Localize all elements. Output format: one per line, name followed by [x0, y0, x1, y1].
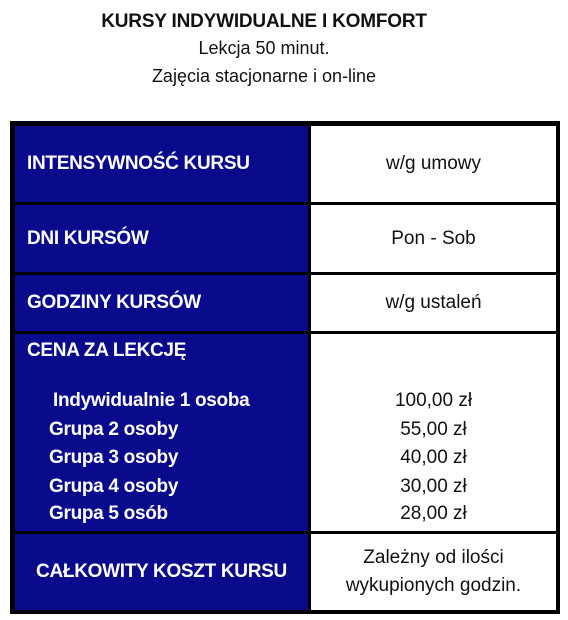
group-price-3: 40,00 zł	[400, 447, 467, 468]
group-name-1: Indywidualnie 1 osoba	[53, 390, 250, 411]
days-value	[311, 205, 556, 272]
group-name-4: Grupa 4 osoby	[49, 476, 179, 497]
group-price-5: 28,00 zł	[400, 503, 467, 524]
intensity-value	[311, 126, 556, 202]
days-label	[15, 205, 308, 272]
total-cost-label-text: CAŁKOWITY KOSZT KURSU	[36, 561, 287, 582]
total-cost-value	[311, 534, 556, 610]
class-mode: Zajęcia stacjonarne i on-line	[151, 66, 377, 86]
group-price-1: 100,00 zł	[394, 390, 473, 411]
price-title: CENA ZA LEKCJĘ	[27, 340, 187, 361]
days-label-text: DNI KURSÓW	[27, 227, 149, 249]
hours-label	[15, 275, 308, 331]
group-name-5: Grupa 5 osób	[49, 503, 168, 524]
intensity-label-text: INTENSYWNOŚĆ KURSU	[27, 153, 250, 174]
price-label-cell	[15, 334, 308, 531]
intensity-label	[15, 126, 308, 202]
total-cost-line-2: wykupionych godzin.	[345, 575, 522, 596]
total-cost-label	[15, 534, 308, 610]
course-info-table	[10, 121, 560, 614]
group-price-2: 55,00 zł	[400, 419, 467, 440]
group-name-2: Grupa 2 osoby	[49, 419, 179, 440]
hours-label-text: GODZINY KURSÓW	[27, 292, 201, 313]
group-name-3: Grupa 3 osoby	[49, 447, 179, 468]
total-cost-line-1: Zależny od ilości	[363, 547, 504, 568]
page-title: KURSY INDYWIDUALNE I KOMFORT	[101, 11, 427, 32]
lesson-duration: Lekcja 50 minut.	[198, 38, 330, 58]
hours-value	[311, 275, 556, 331]
days-value-text: Pon - Sob	[391, 227, 476, 249]
intensity-value-text: w/g umowy	[385, 153, 482, 174]
price-value-cell	[311, 334, 556, 531]
group-price-4: 30,00 zł	[400, 476, 467, 497]
hours-value-text: w/g ustaleń	[385, 292, 482, 313]
